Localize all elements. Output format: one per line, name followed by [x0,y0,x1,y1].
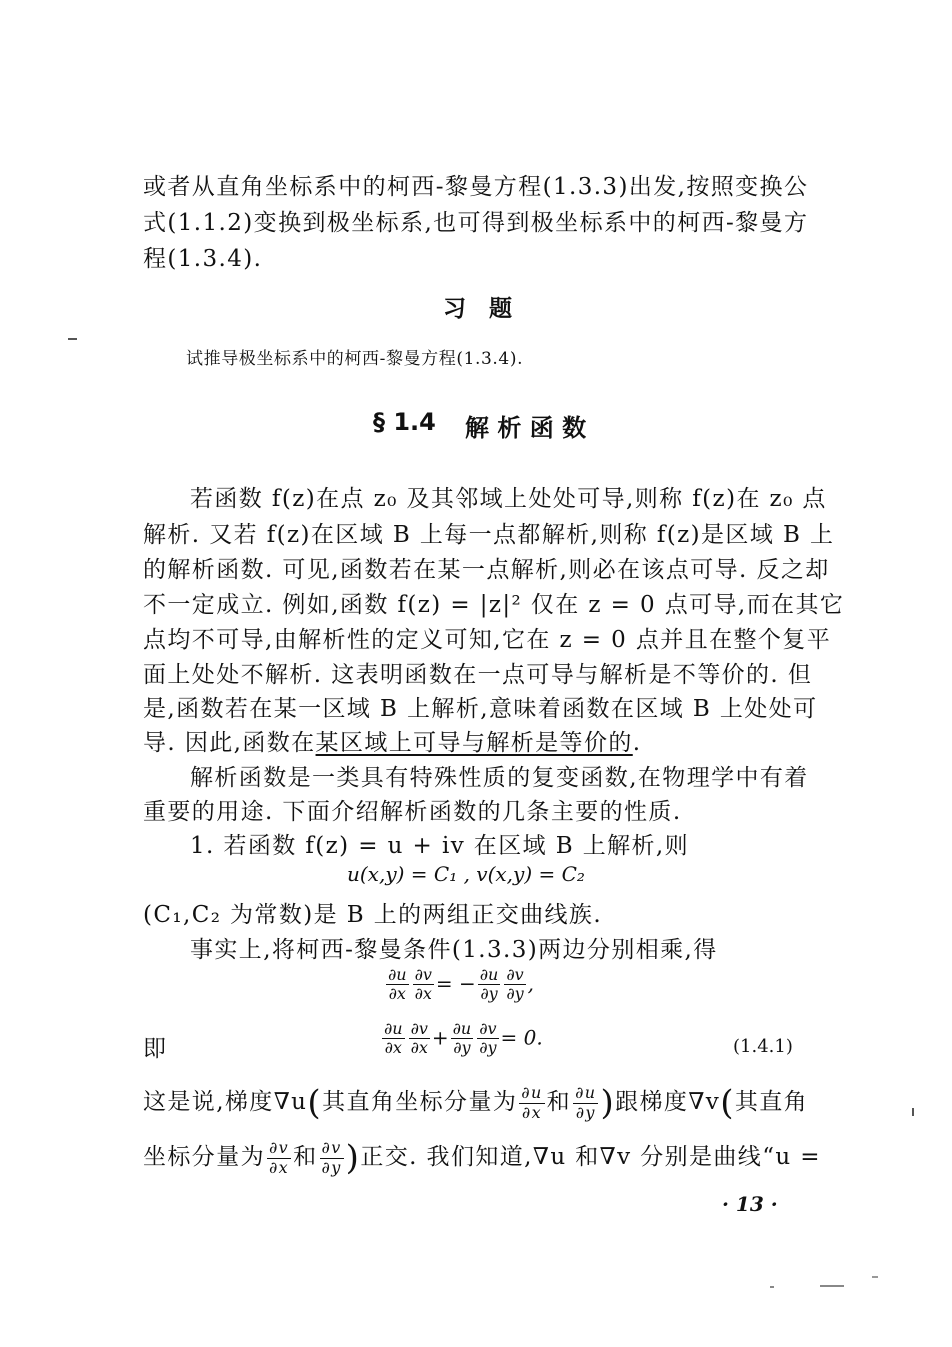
section-title: 解 析 函 数 [465,414,587,442]
para1-line-4: 不一定成立. 例如,函数 f(z) = |z|² 仅在 z = 0 点可导,而在其它 [143,592,845,618]
intro-line-3: 程(1.3.4). [143,246,263,272]
equation-product [384,966,534,1004]
gradient-components-text: 其直角坐标分量为 [322,1089,518,1115]
ji-label: 即 [143,1036,168,1062]
fraction-du-dx: $\frac{\partial u}{\partial x}$ [521,1083,543,1122]
para1-line-6: 面上处处不解析. 这表明函数在一点可导与解析是不等价的. 但 [143,662,813,688]
fraction-du-dx: $\frac{\partial u}{\partial x}$ [388,965,407,1004]
eq1-operator: = − [435,971,476,996]
scan-speck [912,1108,914,1116]
page-number: · 13 · [722,1192,778,1216]
eq2-operator: + [431,1025,449,1050]
para1-last-prefix: 导. 因此,函数在 [143,730,316,756]
proof-line-1: 事实上,将柯西-黎曼条件(1.3.3)两边分别相乘,得 [190,937,718,963]
fraction-du-dy: $\frac{\partial u}{\partial y}$ [575,1083,597,1122]
scan-speck [820,1285,844,1287]
para1-last-suffix: . [632,730,642,756]
and-text: 和 [293,1144,318,1170]
eq2-end: = 0. [500,1025,543,1050]
para1-line-1: 若函数 f(z)在点 z₀ 及其邻域上处处可导,则称 f(z)在 z₀ 点 [190,486,827,512]
fraction-dv-dy: $\frac{\partial v}{\partial y}$ [479,1019,497,1058]
gradient-u-text: 这是说,梯度∇u [143,1089,308,1115]
right-paren: ) [600,1083,616,1123]
para1-line-7: 是,函数若在某一区域 B 上解析,意味着函数在区域 B 上处处可 [143,696,818,722]
para1-line-2: 解析. 又若 f(z)在区域 B 上每一点都解析,则称 f(z)是区域 B 上 [143,522,835,548]
fraction-dv-dx: $\frac{\partial v}{\partial x}$ [269,1138,290,1177]
gradient-v-text: 跟梯度∇v [615,1089,721,1115]
fraction-dv-dy: $\frac{\partial v}{\partial y}$ [506,965,524,1004]
eq1-end: , [527,971,535,996]
orthogonal-text: 正交. 我们知道,∇u 和∇v 分别是曲线“u = [360,1144,821,1170]
para2-line-1: 解析函数是一类具有特殊性质的复变函数,在物理学中有着 [190,765,809,791]
equation-number: (1.4.1) [733,1036,793,1057]
equation-1-4-1 [380,1020,543,1058]
exercise-text: 试推导极坐标系中的柯西-黎曼方程(1.3.4). [186,349,524,369]
scan-speck [68,338,77,340]
fraction-dv-dx: $\frac{\partial v}{\partial x}$ [414,965,432,1004]
fraction-du-dy: $\frac{\partial u}{\partial y}$ [479,965,499,1004]
underlined-statement: 某区域上可导与解析是等价的 [315,730,633,756]
gradient-line [143,1083,808,1123]
section-number: § 1.4 [373,408,436,436]
fraction-du-dy: $\frac{\partial u}{\partial y}$ [452,1019,472,1058]
intro-line-1: 或者从直角坐标系中的柯西-黎曼方程(1.3.3)出发,按照变换公 [143,174,809,200]
prop1-line-1: 1. 若函数 f(z) = u + iv 在区域 B 上解析,则 [190,833,690,859]
fraction-du-dx: $\frac{\partial u}{\partial x}$ [384,1019,403,1058]
rect-components-text: 其直角 [734,1089,809,1115]
fraction-dv-dy: $\frac{\partial v}{\partial y}$ [321,1138,342,1177]
fraction-dv-dx: $\frac{\partial v}{\partial x}$ [410,1019,428,1058]
scan-speck [872,1276,878,1278]
coordinate-text: 坐标分量为 [143,1144,265,1170]
coordinate-line [143,1138,821,1178]
para1-line-5: 点均不可导,由解析性的定义可知,它在 z = 0 点并且在整个复平 [143,627,832,653]
para2-line-2: 重要的用途. 下面介绍解析函数的几条主要的性质. [143,799,682,825]
intro-line-2: 式(1.1.2)变换到极坐标系,也可得到极坐标系中的柯西-黎曼方 [143,210,809,236]
scan-speck [770,1286,774,1288]
and-text: 和 [546,1089,572,1115]
left-paren: ( [720,1083,735,1123]
prop1-line-2: (C₁,C₂ 为常数)是 B 上的两组正交曲线族. [143,902,603,928]
prop1-equation: u(x,y) = C₁ , v(x,y) = C₂ [347,862,585,886]
left-paren: ( [307,1083,323,1123]
para1-line-3: 的解析函数. 可见,函数若在某一点解析,则必在该点可导. 反之却 [143,557,830,583]
para1-line-8 [143,724,641,757]
exercise-heading: 习 题 [443,296,512,322]
right-paren: ) [345,1138,361,1178]
